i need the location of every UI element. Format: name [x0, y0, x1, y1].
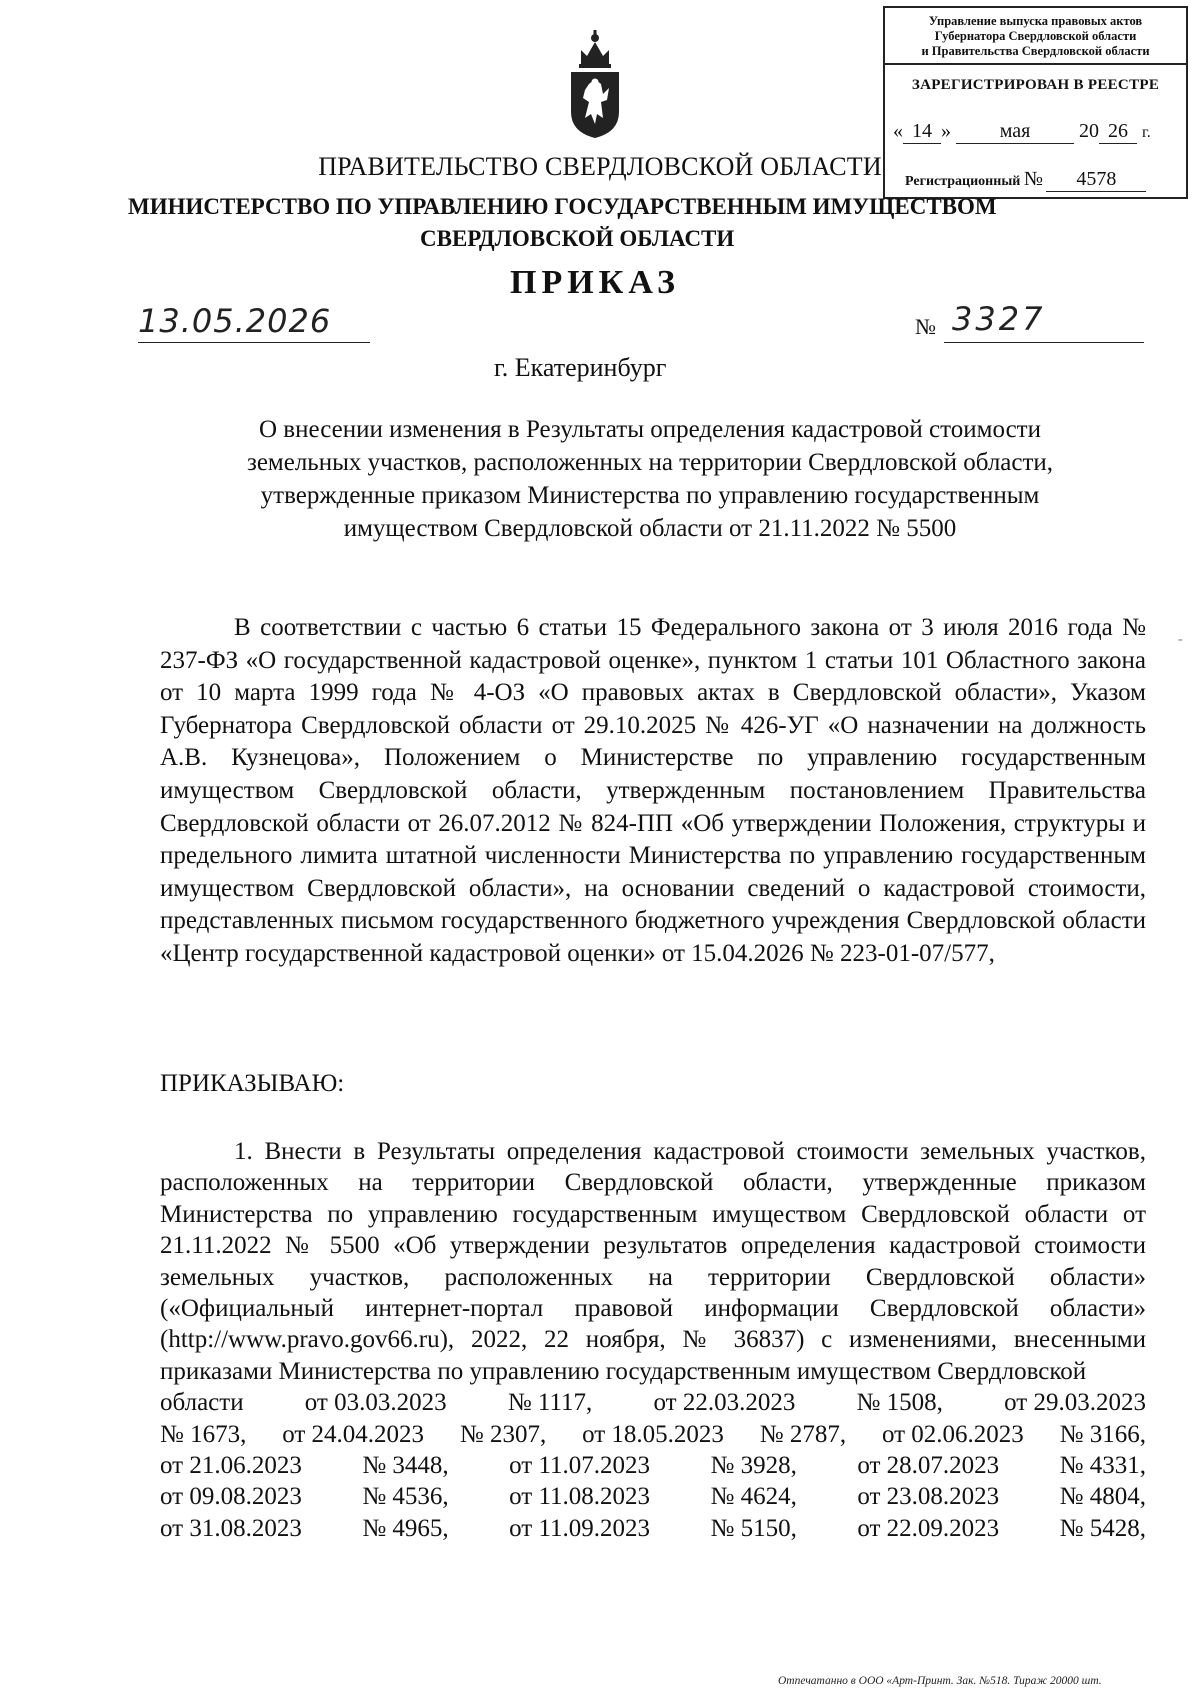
reference-row: от 09.08.2023 № 4536, от 11.08.2023 № 4624, от 23.08.2023 № 4804, — [160, 1483, 1146, 1511]
order-item-1: 1. Внести в Результаты определения кадастровой стоимости земельных участков, расположенных на территории Свердловской области, утвержденные приказом Министерства по управлению государственным имуществом Свердловской области от 21.11.2022 № 5500 «Об утверждении результатов определения кадастровой стоимости земельных участков, расположенных на территории Свердловской области» («Официальный интернет-портал правовой информации Свердловской области» (http://www.pravo.gov66.ru), 2022, 22 ноября, № 36837) с изменениями, внесенными приказами Министерства по управлению государственным имуществом Свердловской области от 03.03.2023 № 1117, от 22.03.2023 № 1508, от 29.03.2023 № 1673, от 24.04.2023 № 2307, от 18.05.2023 № 2787, от 02.06.2023 № 3166, от 21.06.2023 № 3448, от 11.07.2023 № 3928, от 28.07.2023 № 4331, от 09.08.2023 № 4536, от 11.08.2023 № 4624, от 23.08.2023 № 4804, от 31.08.2023 № 4965, от 11.09.2023 № 5150, от 22.09.2023 № 5428, — [160, 1136, 1146, 1544]
government-title: ПРАВИТЕЛЬСТВО СВЕРДЛОВСКОЙ ОБЛАСТИ — [318, 152, 882, 181]
margin-mark: - — [1178, 632, 1183, 647]
document-type: ПРИКАЗ — [510, 264, 680, 301]
handwritten-number: 3327 — [952, 300, 1046, 338]
print-footer: Отпечатанно в ООО «Арт-Принт. Зак. №518. Тираж 20000 шт. — [778, 1675, 1102, 1687]
stamp-number: 4578 — [1046, 168, 1146, 192]
preamble-paragraph: В соответствии с частью 6 статьи 15 Федерального закона от 3 июля 2016 года № 237-ФЗ «О государственной кадастровой оценке», пунктом 1 статьи 101 Областного закона от 10 марта 1999 года № 4-ОЗ «О правовых актах в Свердловской области», Указом Губернатора Свердловской области от 29.10.2025 № 426-УГ «О назначении на должность А.В. Кузнецова», Положением о Министерстве по управлению государственным имуществом Свердловской области, утвержденным постановлением Правительства Свердловской области от 26.07.2012 № 824-ПП «Об утверждении Положения, структуры и предельного лимита штатной численности Министерства по управлению государственным имуществом Свердловской области», на основании сведений о кадастровой стоимости, представленных письмом государственного бюджетного учреждения Свердловской области «Центр государственной кадастровой оценки» от 15.04.2026 № 223-01-07/577, — [160, 614, 1146, 967]
ordering-word: ПРИКАЗЫВАЮ: — [160, 1070, 345, 1097]
reference-row: области от 03.03.2023 № 1117, от 22.03.2023 № 1508, от 29.03.2023 — [160, 1389, 1146, 1417]
stamp-day: 14 — [903, 120, 941, 144]
handwritten-date: 13.05.2026 — [138, 302, 332, 340]
number-sign: № — [915, 314, 936, 339]
stamp-reg-number: Регистрационный № 4578 — [905, 168, 1146, 192]
stamp-registered: ЗАРЕГИСТРИРОВАН В РЕЕСТРЕ — [911, 77, 1160, 93]
stamp-year: 26 — [1099, 120, 1137, 144]
stamp-month: мая — [956, 120, 1074, 144]
reference-row: от 31.08.2023 № 4965, от 11.09.2023 № 5150, от 22.09.2023 № 5428, — [160, 1514, 1146, 1542]
coat-of-arms-icon — [565, 28, 625, 140]
stamp-date: « 14 » мая 20 26 г. — [893, 120, 1151, 142]
reference-row: № 1673, от 24.04.2023 № 2307, от 18.05.2023 № 2787, от 02.06.2023 № 3166, — [160, 1420, 1146, 1448]
number-underline — [944, 342, 1144, 343]
date-underline — [138, 342, 370, 343]
city: г. Екатеринбург — [494, 353, 667, 382]
ministry-title-line2: СВЕРДЛОВСКОЙ ОБЛАСТИ — [420, 226, 735, 251]
order-subject: О внесении изменения в Результаты определения кадастровой стоимости земельных участков, расположенных на территории Свердловской области, утвержденные приказом Министерства по управлению государственным имуществом Свердловской области от 21.11.2022 № 5500 — [246, 416, 1054, 542]
reference-row: от 21.06.2023 № 3448, от 11.07.2023 № 3928, от 28.07.2023 № 4331, — [160, 1452, 1146, 1480]
stamp-department: Управление выпуска правовых актов Губернатора Свердловской области и Правительства Свердловской области — [921, 14, 1150, 58]
ministry-title-line1: МИНИСТЕРСТВО ПО УПРАВЛЕНИЮ ГОСУДАРСТВЕННЫМ ИМУЩЕСТВОМ — [128, 194, 997, 219]
